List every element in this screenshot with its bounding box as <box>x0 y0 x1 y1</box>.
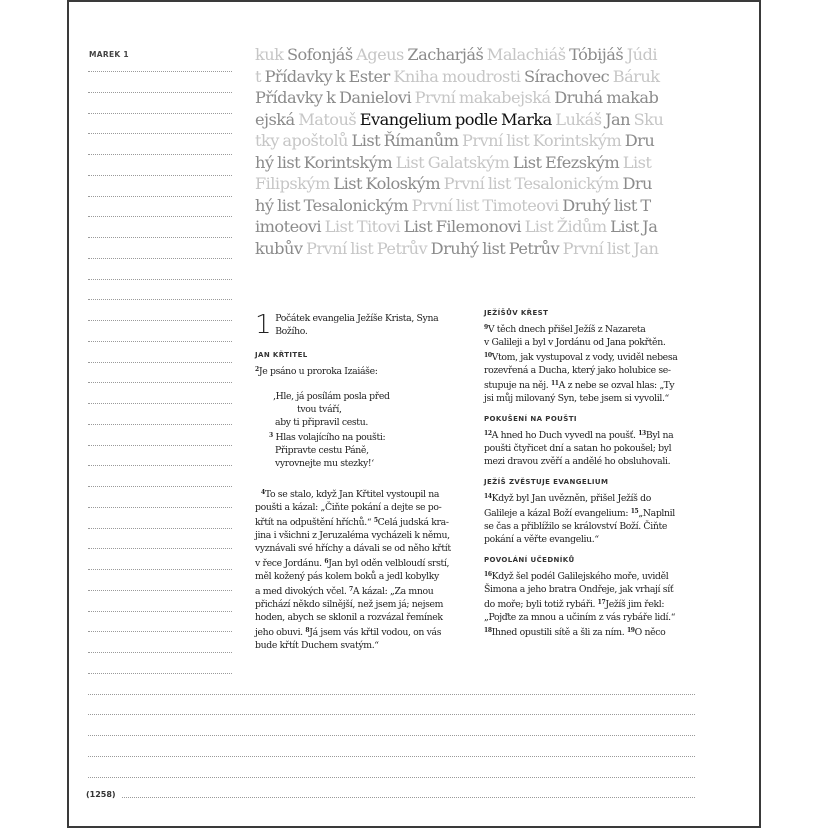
verse-number: 16 <box>484 571 492 578</box>
verse-text: Ježíš jim řekl: <box>605 599 665 610</box>
chapter-number: 1 <box>255 310 272 340</box>
book-title: Druhá makab <box>554 88 659 107</box>
book-title: Sku <box>633 109 664 129</box>
text-line <box>255 529 465 542</box>
ruled-line <box>88 382 232 383</box>
page-number: (1258) <box>86 790 122 799</box>
text-line <box>255 363 465 378</box>
section-text <box>484 427 699 468</box>
text-line <box>484 377 699 392</box>
section-text <box>484 321 699 405</box>
book-title: Zacharjáš <box>407 45 487 64</box>
verse-text: A kázal: „Za mnou <box>352 586 434 597</box>
verse-text: Ihned opustili sítě a šli za ním. <box>491 627 627 638</box>
verse-number: 10 <box>484 352 492 359</box>
verse-text: přichází někdo silnější, než jsem já; nejsem <box>255 599 444 610</box>
book-title: List Židům <box>524 217 611 236</box>
books-row <box>255 152 695 174</box>
verse-number: 15 <box>630 508 639 515</box>
spacer <box>484 468 699 477</box>
book-title: hý list Korintským <box>255 152 396 172</box>
verse-number: 6 <box>324 558 329 565</box>
books-row <box>255 238 695 260</box>
text-line: Počátek evangelia Ježíše Krista, Syna <box>275 313 439 324</box>
verse-number: 14 <box>484 493 492 500</box>
text-line <box>484 611 699 624</box>
book-title: List Titovi <box>324 217 404 236</box>
book-title: List Římanům <box>351 131 462 150</box>
book-title: Malachiáš <box>486 45 570 64</box>
book-title: Tóbijáš <box>569 45 627 64</box>
book-title: hý list Tesalonickým <box>255 195 412 215</box>
text-line <box>484 442 699 455</box>
text-line <box>484 583 699 596</box>
books-row <box>255 44 695 66</box>
verse-text: „Pojďte za mnou a učiním z vás rybáře lidí.“ <box>484 612 676 623</box>
verse-text: v Galileji a byl v Jordánu od Jana pokřtěn. <box>484 337 666 348</box>
ruled-line <box>88 196 232 197</box>
verse-number: 3 <box>269 432 273 439</box>
ruled-line <box>88 694 695 695</box>
ruled-line <box>88 507 232 508</box>
books-row <box>255 66 695 88</box>
book-title: Kniha moudrosti <box>393 66 524 86</box>
section-heading: POKUŠENÍ NA POUŠTI <box>484 415 577 423</box>
ruled-line <box>88 631 232 632</box>
poem-line: tvou tváří, <box>297 404 342 415</box>
text-line <box>484 505 699 520</box>
book-title: První list Petrův <box>306 238 431 258</box>
book-title: Druhý list Petrův <box>430 238 563 258</box>
verse-text: Šimona a jeho bratra Ondřeje, jak vrhají síť <box>484 584 674 595</box>
text-line <box>484 520 699 533</box>
book-title: List Efezským <box>512 152 623 172</box>
verse-text: „Naplnil <box>638 508 675 519</box>
verse-text: Když byl Jan uvězněn, přišel Ježíš do <box>491 493 652 504</box>
book-title: List <box>622 152 652 172</box>
ruled-line <box>88 465 232 466</box>
book-title: Báruk <box>612 66 660 86</box>
book-title: Júdi <box>626 45 657 64</box>
section-text <box>484 568 699 639</box>
verse-text: poušti a kázal: „Čiňte pokání a dejte se po- <box>255 502 442 513</box>
ruled-line <box>88 113 232 114</box>
ruled-line <box>88 258 232 259</box>
verse-text: v řece Jordánu. <box>255 558 325 569</box>
verse-text: Když šel podél Galilejského moře, uviděl <box>491 571 669 582</box>
text-line <box>255 639 465 652</box>
text-line <box>484 349 699 364</box>
books-row <box>255 130 695 152</box>
books-row <box>255 173 695 195</box>
verse-text: hoden, abych se sklonil a rozvázal řemínek <box>255 612 443 623</box>
verse-text: V těch dnech přišel Ježíš z Nazareta <box>487 324 646 335</box>
verse-number: 17 <box>597 599 606 606</box>
ruled-line <box>88 71 232 72</box>
verse-text: rozevřená a Ducha, který jako holubice se- <box>484 365 671 376</box>
verse-number: 2 <box>255 366 259 373</box>
section-text <box>484 490 699 546</box>
book-title: Přídavky k Ester <box>264 66 394 86</box>
book-title: Sofonjáš <box>287 45 357 64</box>
ruled-line <box>88 569 232 570</box>
verse-number: 9 <box>484 324 488 331</box>
book-title: První makabejská <box>414 88 555 107</box>
book-title: Lukáš <box>555 109 606 129</box>
text-line <box>484 392 699 405</box>
spacer <box>484 405 699 414</box>
book-title: t <box>255 66 265 86</box>
ruled-line <box>88 673 232 674</box>
ruled-line <box>88 528 232 529</box>
verse-text: To se stalo, když Jan Křtitel vystoupil na <box>264 489 440 500</box>
verse-number: 13 <box>638 430 646 437</box>
ruled-line <box>88 237 232 238</box>
text-line <box>484 336 699 349</box>
book-title: List Galatským <box>395 152 513 172</box>
verse-text: se čas a přiblížilo se království Boží. Čiňte <box>484 521 667 532</box>
verse-text: stupuje na něj. <box>484 380 551 391</box>
verse-text: Hlas volajícího na poušti: <box>275 432 386 443</box>
text-line <box>255 514 465 529</box>
verse-number: 12 <box>484 430 492 437</box>
ruled-line <box>88 133 232 134</box>
ruled-line <box>88 216 232 217</box>
poem-quote <box>269 390 465 470</box>
section-heading: JEŽÍŠŮV KŘEST <box>484 309 549 317</box>
verse-text: jina i všichni z Jeruzaléma vycházeli k němu, <box>255 530 450 541</box>
book-title: První list Timoteovi <box>411 195 563 215</box>
text-line <box>255 570 465 583</box>
ruled-line <box>88 445 232 446</box>
poem-line: ‚Hle, já posílám posla před <box>273 391 390 402</box>
ruled-line <box>88 735 695 736</box>
running-head: MAREK 1 <box>89 50 129 59</box>
verse-text: Jan byl oděn velbloudí srstí, <box>328 558 450 569</box>
text-line <box>484 427 699 442</box>
verse-text: do moře; byli totiž rybáři. <box>484 599 598 610</box>
ruled-line <box>88 548 232 549</box>
poem-line: aby ti připravil cestu. <box>275 417 368 428</box>
book-title: imoteovi <box>255 217 325 236</box>
book-title: Dru <box>624 131 655 150</box>
text-line <box>255 501 465 514</box>
verse-text: O něco <box>634 627 666 638</box>
text-line: Božího. <box>275 326 308 337</box>
verse-text: poušti čtyřicet dní a satan ho pokoušel; byl <box>484 443 672 454</box>
verse-text: pokání a věřte evangeliu.“ <box>484 534 599 545</box>
text-line <box>255 542 465 555</box>
text-line <box>484 568 699 583</box>
text-line <box>255 611 465 624</box>
verse-text: křtít na odpuštění hříchů.“ <box>255 517 374 528</box>
text-line <box>255 598 465 611</box>
ruled-line <box>88 714 695 715</box>
ruled-line <box>88 175 232 176</box>
books-row <box>255 216 695 238</box>
text-line <box>484 455 699 468</box>
verse-text: A hned ho Duch vyvedl na poušť. <box>491 430 639 441</box>
book-title: Dru <box>622 174 652 193</box>
text-line <box>484 490 699 505</box>
current-book-title: Evangelium podle Marka <box>359 109 556 129</box>
ruled-line <box>88 92 232 93</box>
verse-number: 18 <box>484 627 492 634</box>
verse-text: jsi můj milovaný Syn, tebe jsem si vyvolil.“ <box>484 393 669 404</box>
ruled-line <box>88 320 232 321</box>
text-line <box>484 624 699 639</box>
book-title: Jan <box>605 109 634 129</box>
verse-number: 5 <box>373 517 378 524</box>
verse-text: mezi dravou zvěří a andělé ho obsluhovali. <box>484 456 671 467</box>
books-row <box>255 109 695 131</box>
book-title: Matouš <box>298 109 360 129</box>
poem-line <box>269 429 465 444</box>
book-title: První list Jan <box>562 238 659 258</box>
section-heading: JAN KŘTITEL <box>255 351 308 359</box>
text-line <box>255 624 465 639</box>
section-heading: JEŽÍŠ ZVĚSTUJE EVANGELIUM <box>484 478 609 486</box>
text-line <box>484 321 699 336</box>
ruled-line <box>88 154 232 155</box>
book-title: tky apoštolů <box>255 131 352 150</box>
books-row <box>255 87 695 109</box>
verse-text: Celá judská kra- <box>377 517 449 528</box>
ruled-line <box>88 403 232 404</box>
text-line <box>255 555 465 570</box>
books-list <box>255 44 695 259</box>
books-row <box>255 195 695 217</box>
verse-1 <box>255 312 465 338</box>
ruled-line <box>88 797 695 798</box>
spacer <box>484 546 699 555</box>
verse-text: a med divokých včel. <box>255 586 350 597</box>
ruled-line <box>88 341 232 342</box>
verse-text: Byl na <box>645 430 674 441</box>
verse-number: 7 <box>349 586 353 593</box>
ruled-line <box>88 756 695 757</box>
verse-text: Je psáno u proroka Izaiáše: <box>258 366 378 377</box>
text-line <box>484 533 699 546</box>
ruled-line <box>88 299 232 300</box>
left-text-column <box>255 312 465 652</box>
verse-number: 8 <box>305 627 310 634</box>
book-title: List Ja <box>610 217 658 236</box>
ruled-line <box>88 590 232 591</box>
book-title: Druhý list T <box>562 195 651 215</box>
book-title: ejská <box>255 109 299 129</box>
poem-line: Připravte cestu Páně, <box>275 445 369 456</box>
verse-number: 11 <box>550 380 559 387</box>
verse-text: vyznávali své hříchy a dávali se od něho křtít <box>255 543 451 554</box>
ruled-line <box>88 362 232 363</box>
book-title: Filipským <box>255 174 334 193</box>
ruled-line <box>88 611 232 612</box>
ruled-line <box>88 486 232 487</box>
verse-number: 19 <box>626 627 635 634</box>
poem-line: vyrovnejte mu stezky!‘ <box>275 458 374 469</box>
book-title: List Koloským <box>333 174 444 193</box>
verse-text: A z nebe se ozval hlas: „Ty <box>558 380 675 391</box>
text-line <box>484 364 699 377</box>
verses-4-8 <box>255 482 465 652</box>
book-title: První list Korintským <box>461 131 625 150</box>
spacer <box>255 338 465 350</box>
ruled-line <box>88 777 695 778</box>
text-line <box>484 596 699 611</box>
book-title: List Filemonovi <box>403 217 525 236</box>
book-title: kubův <box>255 238 307 258</box>
verse-text: jeho obuvi. <box>255 627 306 638</box>
book-title: Přídavky k Danielovi <box>255 88 415 107</box>
text-line <box>255 486 465 501</box>
verse-text: Vtom, jak vystupoval z vody, uviděl nebesa <box>491 352 678 363</box>
right-text-column <box>484 308 699 639</box>
verse-text: měl kožený pás kolem boků a jedl kobylky <box>255 571 439 582</box>
ruled-line <box>88 424 232 425</box>
book-title: První list Tesalonickým <box>443 174 623 193</box>
book-title: kuk <box>255 45 287 64</box>
verse-2 <box>255 363 465 378</box>
book-title: Sírachovec <box>523 66 613 86</box>
verse-text: bude křtít Duchem svatým.“ <box>255 640 379 651</box>
ruled-line <box>88 279 232 280</box>
book-title: Ageus <box>356 45 408 64</box>
verse-text: Já jsem vás křtil vodou, on vás <box>309 627 442 638</box>
section-heading: POVOLÁNÍ UČEDNÍKŮ <box>484 556 575 564</box>
verse-number: 4 <box>261 489 265 496</box>
ruled-line <box>88 652 232 653</box>
verse-text: Galileje a kázal Boží evangelium: <box>484 508 631 519</box>
text-line <box>255 583 465 598</box>
